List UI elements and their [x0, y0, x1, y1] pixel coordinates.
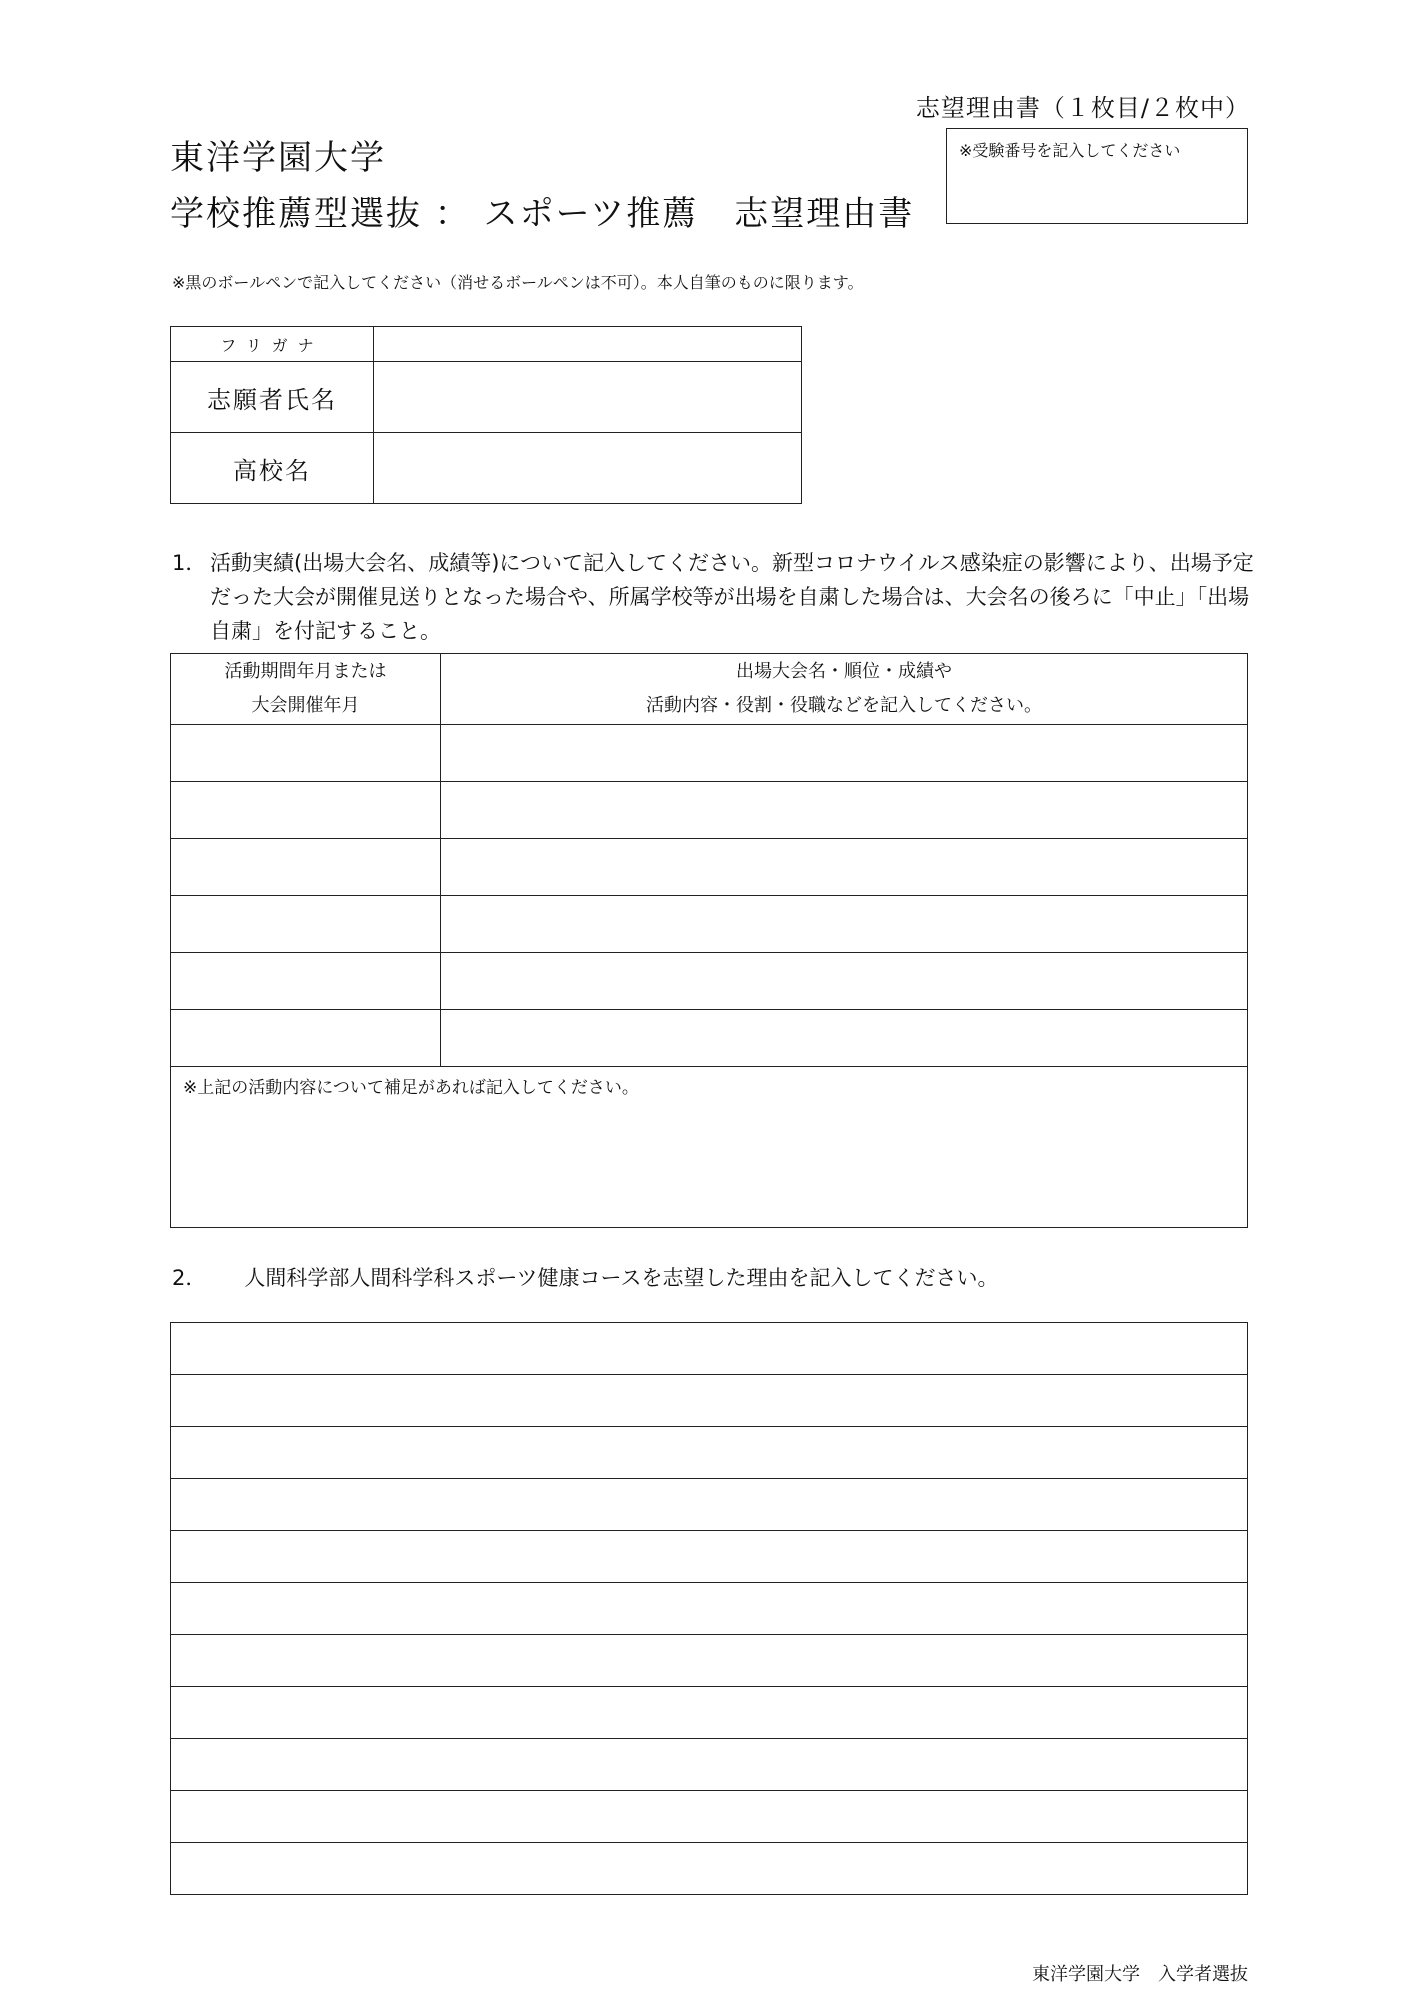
section2-text: 人間科学部人間科学科スポーツ健康コースを志望した理由を記入してください。 — [244, 1266, 999, 1290]
reason-writing-area — [170, 1322, 1248, 1895]
activity-detail-header-line1: 出場大会名・順位・成績や — [736, 661, 952, 682]
reason-line[interactable] — [171, 1375, 1248, 1427]
reason-line[interactable] — [171, 1323, 1248, 1375]
reason-line[interactable] — [171, 1791, 1248, 1843]
page-title: 学校推薦型選抜 ： スポーツ推薦 志望理由書 — [170, 194, 915, 234]
activity-detail-cell[interactable] — [441, 896, 1248, 953]
reason-line[interactable] — [171, 1583, 1248, 1635]
reason-line[interactable] — [171, 1531, 1248, 1583]
supplement-field[interactable] — [171, 1067, 1248, 1228]
activity-period-cell[interactable] — [171, 1010, 441, 1067]
applicant-info-table — [170, 326, 802, 504]
exam-number-box[interactable] — [946, 128, 1248, 224]
footer-text: 東洋学園大学 入学者選抜 — [1032, 1964, 1248, 1985]
activity-detail-cell[interactable] — [441, 1010, 1248, 1067]
furigana-label: フリガナ — [171, 327, 374, 362]
activity-period-cell[interactable] — [171, 896, 441, 953]
activity-detail-cell[interactable] — [441, 839, 1248, 896]
furigana-field[interactable] — [374, 327, 802, 362]
activity-period-cell[interactable] — [171, 725, 441, 782]
activity-detail-cell[interactable] — [441, 782, 1248, 839]
school-name-field[interactable] — [374, 433, 802, 504]
reason-line[interactable] — [171, 1635, 1248, 1687]
reason-line[interactable] — [171, 1843, 1248, 1895]
activity-detail-header-line2: 活動内容・役割・役職などを記入してください。 — [646, 695, 1042, 716]
school-name-label: 高校名 — [171, 433, 374, 504]
activity-detail-cell[interactable] — [441, 725, 1248, 782]
pen-note: ※黒のボールペンで記入してください（消せるボールペンは不可）。本人自筆のものに限ります。 — [172, 273, 864, 292]
activity-detail-header — [441, 654, 1248, 725]
exam-number-note: ※受験番号を記入してください — [959, 141, 1181, 160]
page-label: 志望理由書（１枚目/２枚中） — [915, 94, 1250, 122]
activity-period-header-line2: 大会開催年月 — [251, 695, 360, 716]
section2-number: 2． — [172, 1266, 207, 1290]
applicant-name-label: 志願者氏名 — [171, 362, 374, 433]
activity-period-cell[interactable] — [171, 839, 441, 896]
university-name: 東洋学園大学 — [170, 138, 386, 178]
activity-table — [170, 653, 1248, 1228]
activity-period-header — [171, 654, 441, 725]
activity-period-cell[interactable] — [171, 953, 441, 1010]
reason-line[interactable] — [171, 1479, 1248, 1531]
section1-number: 1． — [172, 551, 207, 575]
section2-question — [172, 1262, 998, 1292]
activity-period-cell[interactable] — [171, 782, 441, 839]
activity-period-header-line1: 活動期間年月または — [224, 661, 387, 682]
supplement-note: ※上記の活動内容について補足があれば記入してください。 — [183, 1078, 639, 1098]
activity-detail-cell[interactable] — [441, 953, 1248, 1010]
applicant-name-field[interactable] — [374, 362, 802, 433]
reason-line[interactable] — [171, 1427, 1248, 1479]
section1-text: 活動実績(出場大会名、成績等)について記入してください。新型コロナウイルス感染症の影響により、出場予定だった大会が開催見送りとなった場合や、所属学校等が出場を自粛した場合は、大会名の後ろに「中止」「出場自粛」を付記すること。 — [210, 551, 1254, 643]
reason-line[interactable] — [171, 1687, 1248, 1739]
reason-line[interactable] — [171, 1739, 1248, 1791]
